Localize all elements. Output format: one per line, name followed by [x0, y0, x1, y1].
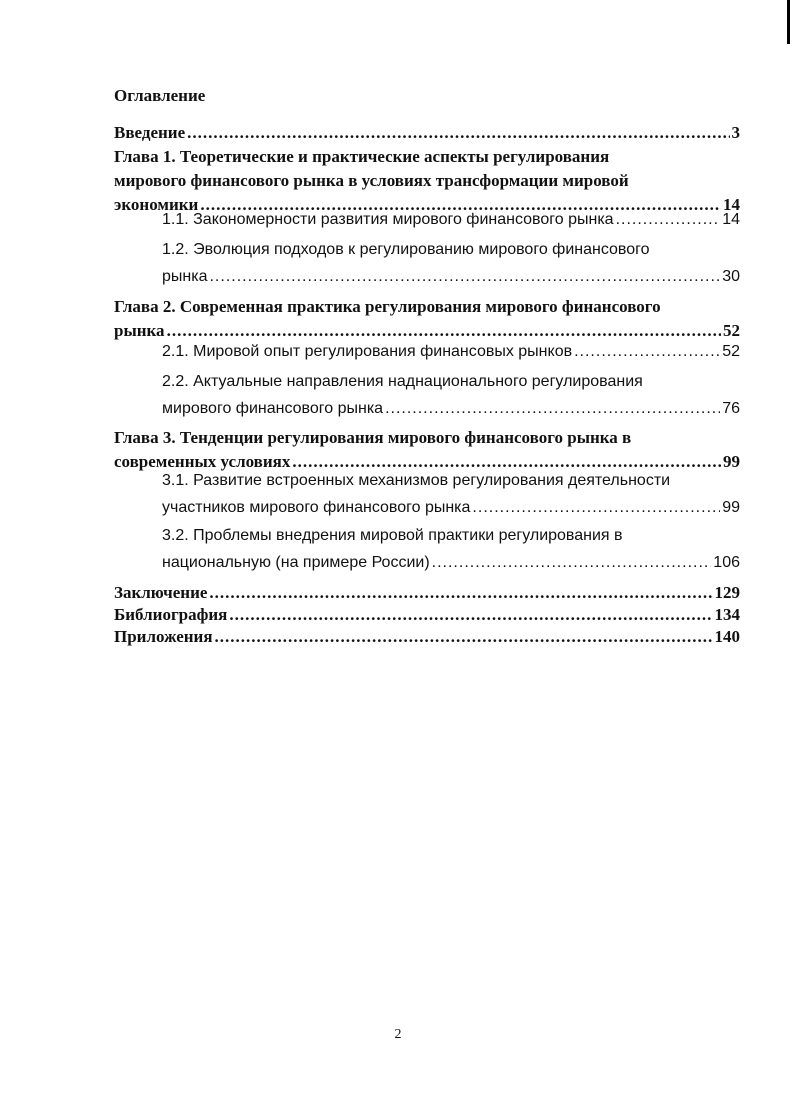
- section-3-2-line-1: 3.2. Проблемы внедрения мировой практики регулирования в: [162, 527, 623, 544]
- toc-title: Оглавление: [114, 86, 206, 105]
- dot-leader: [187, 121, 729, 145]
- dot-leader: [616, 206, 721, 233]
- toc-entry-intro[interactable]: [114, 121, 740, 145]
- entry-page: 3: [731, 123, 740, 142]
- scan-edge-mark: [787, 0, 790, 44]
- entry-page: 99: [722, 499, 740, 516]
- toc-entry-1-2[interactable]: [162, 236, 740, 290]
- section-1-2-line-1: 1.2. Эволюция подходов к регулированию мирового финансового: [162, 241, 650, 258]
- dot-leader: [209, 263, 720, 290]
- chapter-1-line-3: экономики: [114, 195, 199, 214]
- entry-label: Введение: [114, 123, 186, 142]
- toc-entry-chapter-2[interactable]: [114, 295, 740, 343]
- section-3-1-line-1: 3.1. Развитие встроенных механизмов регулирования деятельности: [162, 472, 671, 489]
- dot-leader: [574, 338, 720, 365]
- entry-label: 1.1. Закономерности развития мирового финансового рынка: [162, 211, 614, 228]
- section-1-2-line-2: рынка: [162, 268, 208, 285]
- chapter-2-line-2: рынка: [114, 321, 165, 340]
- entry-label: Приложения: [114, 627, 213, 646]
- chapter-1-line-2: мирового финансового рынка в условиях трансформации мировой: [114, 171, 629, 190]
- section-3-2-line-2: национальную (на примере России): [162, 554, 430, 571]
- entry-page: 134: [714, 605, 740, 624]
- entry-page: 14: [723, 195, 740, 214]
- chapter-3-line-2: современных условиях: [114, 452, 291, 471]
- dot-leader: [209, 581, 712, 605]
- toc-entry-3-1[interactable]: [162, 467, 740, 521]
- chapter-3-line-1: Глава 3. Тенденции регулирования мирового финансового рынка в: [114, 428, 632, 447]
- section-3-1-line-2: участников мирового финансового рынка: [162, 499, 471, 516]
- section-2-2-line-2: мирового финансового рынка: [162, 400, 384, 417]
- chapter-2-line-1: Глава 2. Современная практика регулирования мирового финансового: [114, 297, 661, 316]
- dot-leader: [215, 625, 713, 649]
- toc-entry-2-1[interactable]: [162, 338, 740, 365]
- dot-leader: [472, 494, 720, 521]
- toc-entry-conclusion[interactable]: [114, 581, 740, 605]
- entry-page: 140: [714, 627, 740, 646]
- toc-entry-2-2[interactable]: [162, 368, 740, 422]
- entry-label: Заключение: [114, 583, 208, 602]
- entry-page: 106: [713, 554, 740, 571]
- dot-leader: [385, 395, 720, 422]
- dot-leader: [432, 549, 712, 576]
- entry-page: 14: [722, 211, 740, 228]
- entry-label: 2.1. Мировой опыт регулирования финансовых рынков: [162, 343, 573, 360]
- toc-entry-1-1[interactable]: [162, 206, 740, 233]
- toc-entry-bibliography[interactable]: [114, 603, 740, 627]
- entry-page: 99: [723, 452, 740, 471]
- entry-page: 30: [722, 268, 740, 285]
- chapter-1-line-1: Глава 1. Теоретические и практические аспекты регулирования: [114, 147, 610, 166]
- dot-leader: [229, 603, 712, 627]
- entry-page: 76: [722, 400, 740, 417]
- entry-label: Библиография: [114, 605, 228, 624]
- entry-page: 52: [723, 321, 740, 340]
- section-2-2-line-1: 2.2. Актуальные направления наднационального регулирования: [162, 373, 643, 390]
- entry-page: 52: [722, 343, 740, 360]
- page-number: 2: [394, 1027, 402, 1042]
- toc-entry-appendices[interactable]: [114, 625, 740, 649]
- toc-entry-3-2[interactable]: [162, 522, 740, 576]
- entry-page: 129: [714, 583, 740, 602]
